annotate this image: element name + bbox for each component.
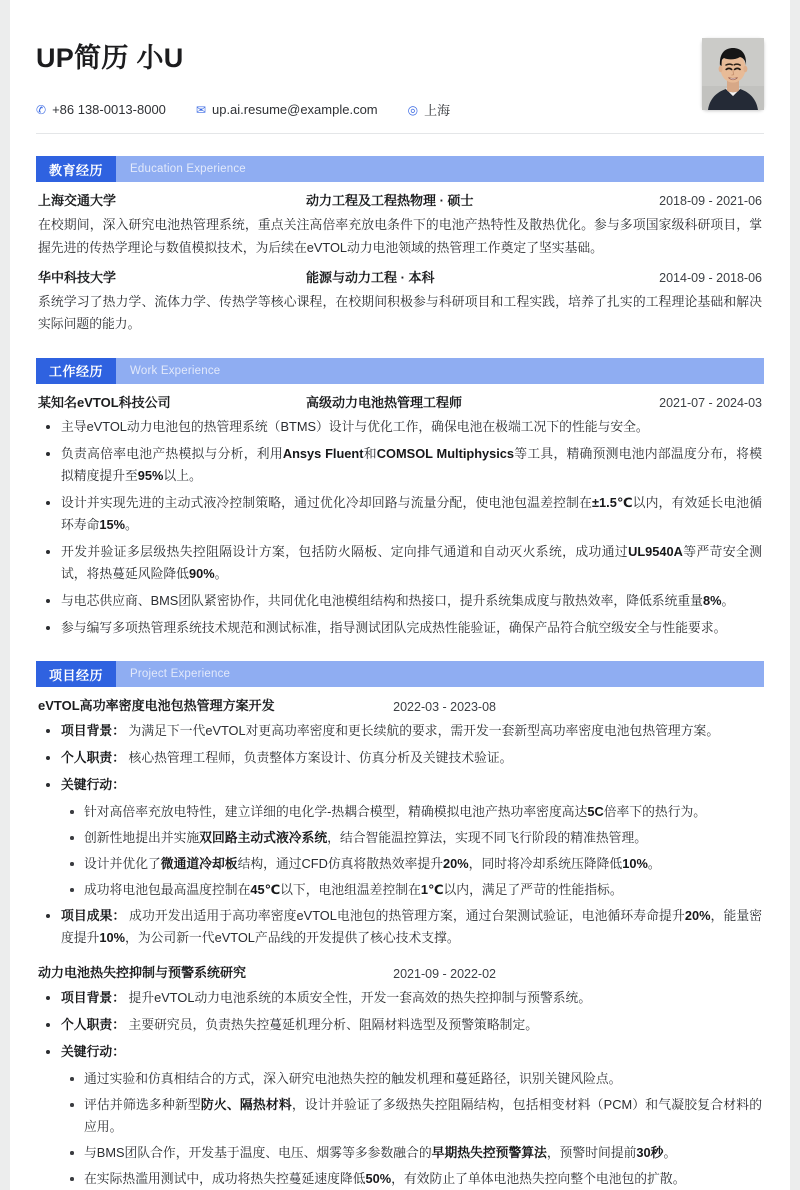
email-icon: ✉	[195, 102, 206, 117]
list-item: 创新性地提出并实施双回路主动式液冷系统，结合智能温控算法，实现不同飞行阶段的精准热管理。	[62, 827, 762, 849]
project-block-list	[38, 720, 762, 949]
block-label: 关键行动：	[61, 1044, 125, 1060]
project-name: 动力电池热失控抑制与预警系统研究	[38, 965, 247, 981]
resume-page	[10, 0, 790, 1190]
block-label: 项目成果：	[61, 908, 126, 924]
entry-header	[38, 697, 762, 716]
list-item: 与BMS团队合作，开发基于温度、电压、烟雾等多参数融合的早期热失控预警算法，预警时间提前30秒。	[62, 1142, 762, 1164]
avatar	[702, 38, 764, 110]
section-header-bar	[36, 661, 764, 687]
job-role: 高级动力电池热管理工程师	[306, 394, 463, 410]
date-range: 2021-09 - 2022-02	[393, 966, 496, 981]
section-work-experience	[36, 358, 764, 640]
contact-row	[36, 100, 764, 119]
list-item: 项目背景： 为满足下一代eVTOL对更高功率密度和更长续航的要求，需开发一套新型高功率密度电池包热管理方案。	[38, 720, 762, 742]
key-action-list	[62, 1068, 762, 1190]
list-item: 参与编写多项热管理系统技术规范和测试标准，指导测试团队完成热性能验证，确保产品符合航空级安全与性能要求。	[38, 617, 762, 639]
key-action-list	[62, 801, 762, 901]
list-item: 个人职责： 核心热管理工程师，负责整体方案设计、仿真分析及关键技术验证。	[38, 747, 762, 769]
section-title-cn: 项目经历	[36, 661, 116, 687]
entry-header	[38, 394, 762, 413]
contact-text: up.ai.resume@example.com	[211, 102, 378, 118]
list-item	[38, 1041, 762, 1063]
block-label: 个人职责：	[61, 750, 125, 766]
school-name: 上海交通大学	[38, 193, 117, 209]
list-item: 成功将电池包最高温度控制在45℃以下，电池组温差控制在1℃以内，满足了严苛的性能指标。	[62, 879, 762, 901]
contact-text: 上海	[424, 103, 451, 119]
major-degree: 动力工程及工程热物理 · 硕士	[306, 193, 474, 209]
list-item: 开发并验证多层级热失控阻隔设计方案，包括防火隔板、定向排气通道和自动灭火系统，成功通过UL9540A等严苛安全测试，将热蔓延风险降低90%。	[38, 541, 762, 585]
list-item: 项目背景： 提升eVTOL动力电池系统的本质安全性，开发一套高效的热失控抑制与预警系统。	[38, 987, 762, 1009]
location-icon: ◎	[407, 102, 419, 117]
date-range: 2018-09 - 2021-06	[659, 194, 762, 209]
section-header-bar	[36, 156, 764, 182]
entry	[36, 182, 764, 259]
list-item	[38, 774, 762, 796]
section-education-experience	[36, 156, 764, 335]
list-item: 个人职责： 主要研究员，负责热失控蔓延机理分析、阻隔材料选型及预警策略制定。	[38, 1014, 762, 1036]
list-item: 针对高倍率充放电特性，建立详细的电化学-热耦合模型，精确模拟电池产热功率密度高达5C倍率下的热行为。	[62, 801, 762, 823]
date-range: 2022-03 - 2023-08	[393, 699, 496, 714]
list-item: 负责高倍率电池产热模拟与分析，利用Ansys Fluent和COMSOL Multiphysics等工具，精确预测电池内部温度分布，将模拟精度提升至95%以上。	[38, 443, 762, 487]
section-title-en: Education Experience	[130, 163, 246, 176]
list-item: 主导eVTOL动力电池包的热管理系统（BTMS）设计与优化工作，确保电池在极端工况下的性能与安全。	[38, 416, 762, 438]
list-item: 与电芯供应商、BMS团队紧密协作，共同优化电池模组结构和热接口，提升系统集成度与散热效率，降低系统重量8%。	[38, 590, 762, 612]
block-label: 项目背景：	[61, 990, 125, 1006]
entry-header	[38, 192, 762, 211]
list-item: 项目成果： 成功开发出适用于高功率密度eVTOL电池包的热管理方案，通过台架测试验证，电池循环寿命提升20%，能量密度提升10%，为公司新一代eVTOL产品线的开发提供了核心技术支撑。	[38, 905, 762, 949]
project-name: eVTOL高功率密度电池包热管理方案开发	[38, 698, 275, 714]
list-item: 设计并实现先进的主动式液冷控制策略，通过优化冷却回路与流量分配，使电池包温差控制在±1.5℃以内，有效延长电池循环寿命15%。	[38, 492, 762, 536]
list-item: 评估并筛选多种新型防火、隔热材料，设计并验证了多级热失控阻隔结构，包括相变材料（PCM）和气凝胶复合材料的应用。	[62, 1094, 762, 1138]
page-title: UP简历 小U	[36, 43, 184, 73]
section-header-bar	[36, 358, 764, 384]
sub-list-wrap	[38, 801, 762, 901]
avatar-photo	[702, 38, 764, 110]
date-range: 2014-09 - 2018-06	[659, 271, 762, 286]
section-project-experience	[36, 661, 764, 1190]
block-label: 个人职责：	[61, 1017, 125, 1033]
contact-text: +86 138-0013-8000	[52, 102, 166, 118]
major-degree: 能源与动力工程 · 本科	[306, 270, 435, 286]
entry	[36, 384, 764, 640]
list-item: 通过实验和仿真相结合的方式，深入研究电池热失控的触发机理和蔓延路径，识别关键风险点。	[62, 1068, 762, 1090]
block-label: 项目背景：	[61, 723, 125, 739]
sub-list-wrap	[38, 1068, 762, 1190]
entry	[36, 954, 764, 1190]
block-label: 关键行动：	[61, 777, 125, 793]
phone-icon: ✆	[36, 102, 47, 117]
responsibility-list	[38, 416, 762, 639]
section-title-cn: 工作经历	[36, 358, 116, 384]
entry-header	[38, 269, 762, 288]
section-title-cn: 教育经历	[36, 156, 116, 182]
date-range: 2021-07 - 2024-03	[659, 395, 762, 410]
school-name: 华中科技大学	[38, 270, 117, 286]
section-title-en: Project Experience	[130, 668, 231, 681]
contact-item-email[interactable]	[196, 102, 378, 117]
entry-description: 系统学习了热力学、流体力学、传热学等核心课程，在校期间积极参与科研项目和工程实践，培养了扎实的工程理论基础和解决实际问题的能力。	[38, 293, 762, 332]
contact-item-phone[interactable]	[36, 102, 166, 117]
contact-item-location[interactable]	[408, 100, 451, 119]
sections-root	[36, 156, 764, 1190]
resume-header	[36, 42, 764, 134]
entry-description: 在校期间，深入研究电池热管理系统，重点关注高倍率充放电条件下的电池产热特性及散热优化。参与多项国家级科研项目，掌握先进的传热学理论与数值模拟技术，为后续在eVTOL动力电池领域的热管理工作奠定了坚实基础。	[38, 217, 762, 255]
list-item: 设计并优化了微通道冷却板结构，通过CFD仿真将散热效率提升20%，同时将冷却系统压降降低10%。	[62, 853, 762, 875]
section-title-en: Work Experience	[130, 364, 221, 377]
list-item: 在实际热滥用测试中，成功将热失控蔓延速度降低50%，有效防止了单体电池热失控向整个电池包的扩散。	[62, 1168, 762, 1190]
entry-header	[38, 964, 762, 983]
entry	[36, 687, 764, 949]
company-name: 某知名eVTOL科技公司	[38, 394, 171, 410]
entry	[36, 259, 764, 336]
project-block-list	[38, 987, 762, 1190]
